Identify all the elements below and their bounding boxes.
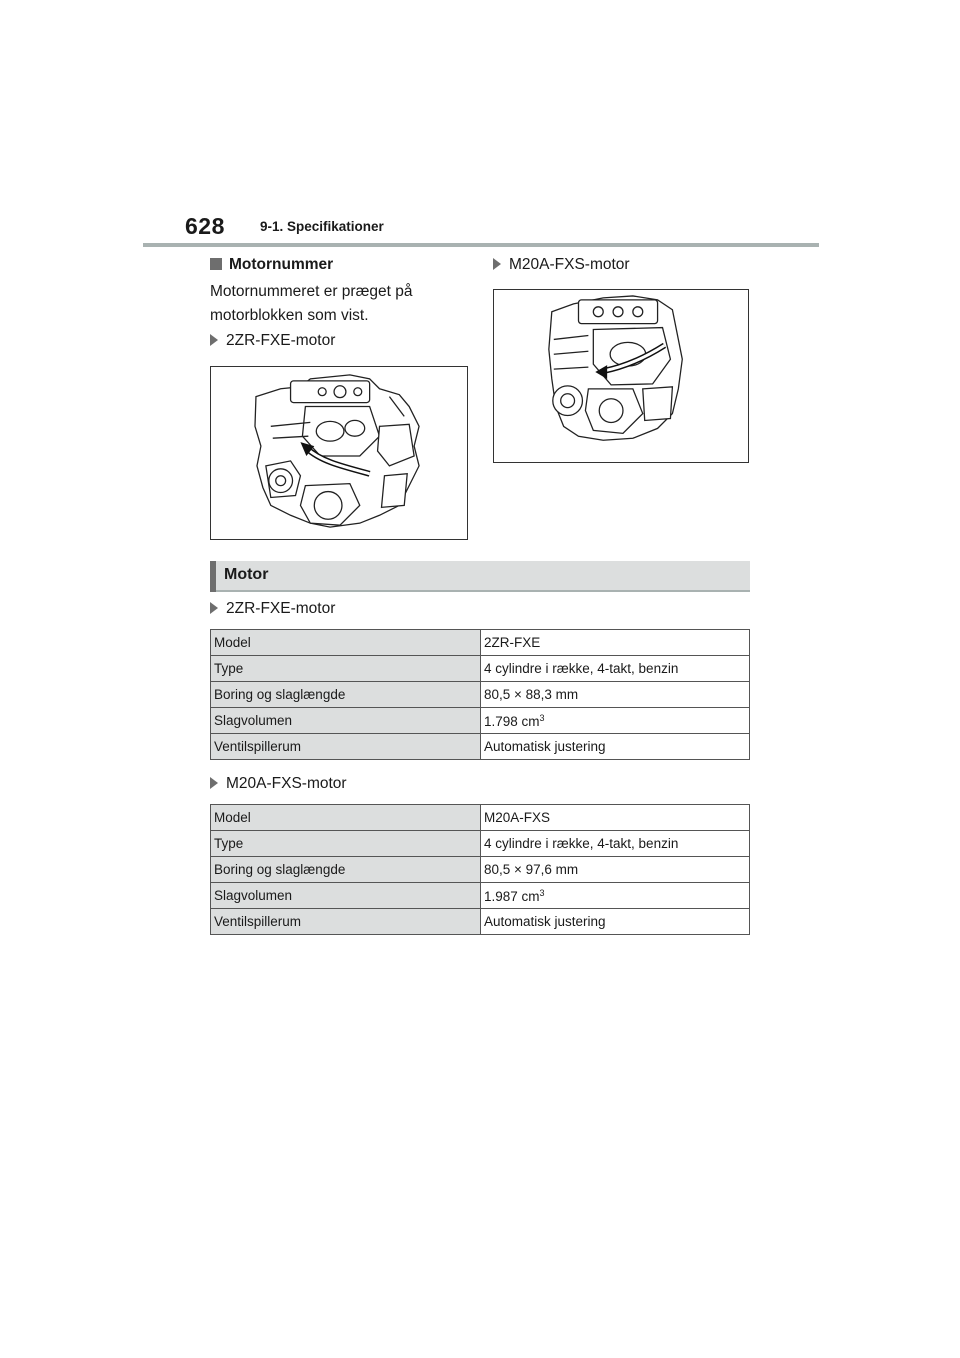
- spec-value: 4 cylindre i række, 4-takt, benzin: [481, 831, 750, 857]
- table-row: [211, 883, 750, 909]
- spec-key: Boring og slaglængde: [211, 682, 481, 708]
- table1-caption: [210, 600, 335, 618]
- spec-value: Automatisk justering: [481, 909, 750, 935]
- spec-value: 80,5 × 88,3 mm: [481, 682, 750, 708]
- spec-key: Slagvolumen: [211, 883, 481, 909]
- spec-key: Type: [211, 656, 481, 682]
- spec-key: Boring og slaglængde: [211, 857, 481, 883]
- engine-drawing-m20a: [494, 290, 748, 462]
- engine-number-heading: [210, 256, 333, 274]
- square-bullet-icon: [210, 258, 222, 270]
- engine-illustration-m20a-fxs: [493, 289, 749, 463]
- motor-section-banner: [210, 561, 750, 592]
- table-row: [211, 630, 750, 656]
- section-title: 9-1. Specifikationer: [260, 219, 384, 234]
- engine-number-description: [210, 280, 412, 328]
- right-caption-text: M20A-FXS-motor: [509, 256, 630, 273]
- table-row: [211, 656, 750, 682]
- table-row: [211, 734, 750, 760]
- banner-accent-bar: [210, 561, 216, 592]
- spec-value: 2ZR-FXE: [481, 630, 750, 656]
- spec-key: Model: [211, 630, 481, 656]
- table1-caption-text: 2ZR-FXE-motor: [226, 600, 336, 617]
- spec-value: 80,5 × 97,6 mm: [481, 857, 750, 883]
- description-line-2: motorblokken som vist.: [210, 307, 369, 324]
- spec-key: Ventilspillerum: [211, 734, 481, 760]
- motor-section-title: Motor: [224, 566, 269, 583]
- engine-number-heading-text: Motornummer: [229, 256, 334, 273]
- triangle-bullet-icon: [210, 602, 218, 614]
- superscript: 3: [539, 887, 545, 898]
- table-row: [211, 682, 750, 708]
- spec-table-m20a-fxs: [210, 804, 750, 935]
- spec-value: 4 cylindre i række, 4-takt, benzin: [481, 656, 750, 682]
- engine-drawing-2zr: [211, 367, 467, 539]
- spec-key: Type: [211, 831, 481, 857]
- triangle-bullet-icon: [493, 258, 501, 270]
- spec-value: 1.987 $cm^3$: [481, 883, 750, 909]
- triangle-bullet-icon: [210, 334, 218, 346]
- table-row: [211, 708, 750, 734]
- table2-caption-text: M20A-FXS-motor: [226, 775, 347, 792]
- table-row: [211, 805, 750, 831]
- spec-value: M20A-FXS: [481, 805, 750, 831]
- header-divider: [143, 243, 819, 247]
- engine-illustration-2zr-fxe: [210, 366, 468, 540]
- spec-key: Model: [211, 805, 481, 831]
- left-figure-caption: [210, 332, 335, 350]
- spec-value: 1.798 $cm^3$: [481, 708, 750, 734]
- superscript: 3: [539, 712, 545, 723]
- table2-caption: [210, 775, 347, 793]
- triangle-bullet-icon: [210, 777, 218, 789]
- spec-key: Ventilspillerum: [211, 909, 481, 935]
- description-line-1: Motornummeret er præget på: [210, 283, 413, 300]
- table-row: [211, 857, 750, 883]
- page-number: 628: [185, 213, 225, 239]
- table-row: [211, 831, 750, 857]
- table-row: [211, 909, 750, 935]
- spec-key: Slagvolumen: [211, 708, 481, 734]
- spec-value: Automatisk justering: [481, 734, 750, 760]
- spec-table-2zr-fxe: [210, 629, 750, 760]
- right-figure-caption: [493, 256, 630, 274]
- left-caption-text: 2ZR-FXE-motor: [226, 332, 336, 349]
